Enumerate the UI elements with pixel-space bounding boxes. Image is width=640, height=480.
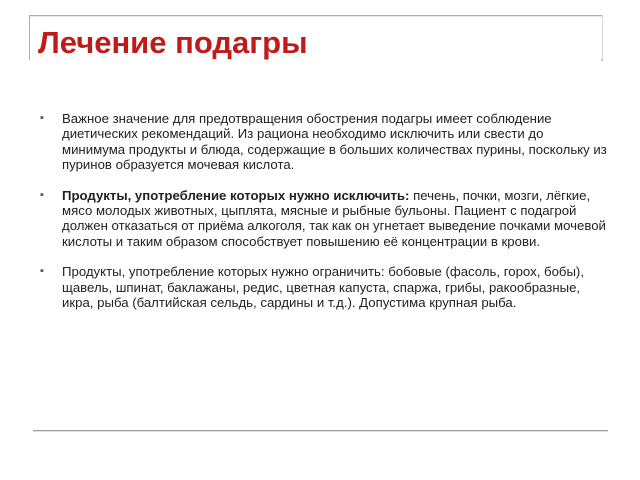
corner-dot: [601, 59, 603, 61]
title-right-divider: [602, 15, 603, 60]
slide-title: Лечение подагры: [38, 25, 308, 60]
bullet-item-3: [40, 264, 610, 310]
bullet-marker: ▪: [40, 265, 44, 278]
bullet-text: печень, почки, мозги, лёгкие, мясо молодых животных, цыплята, мясные и рыбные бульоны. Пациент с подагрой должен отказаться от приёма алкоголя, так как он угнетает выведение почками мочевой кислоты и таким образом способствует повышению её концентрации в крови.: [62, 187, 606, 249]
bullet-marker: ▪: [40, 188, 44, 201]
bullet-text: Продукты, употребление которых нужно ограничить: бобовые (фасоль, горох, бобы), щавель, шпинат, баклажаны, редис, цветная капуста, спаржа, грибы, ракообразные, икра, рыба (балтийская сельдь, сардины и т.д.). Допустима крупная рыба.: [62, 264, 584, 311]
bullet-item-2: [40, 188, 610, 250]
bullet-list: [40, 111, 610, 325]
bullet-text: Важное значение для предотвращения обострения подагры имеет соблюдение диетических рекомендаций. Из рациона необходимо исключить или свести до минимума продукты и блюда, содержащие в больших количествах пурины, поскольку из пуринов образуется мочевая кислота.: [62, 111, 607, 173]
title-left-divider: [29, 15, 30, 60]
bullet-marker: ▪: [40, 112, 44, 124]
bottom-divider: [33, 430, 608, 432]
bullet-item-1: [40, 111, 610, 173]
bullet-bold-text: Продукты, употребление которых нужно исключить:: [62, 187, 410, 203]
top-divider: [29, 15, 603, 17]
